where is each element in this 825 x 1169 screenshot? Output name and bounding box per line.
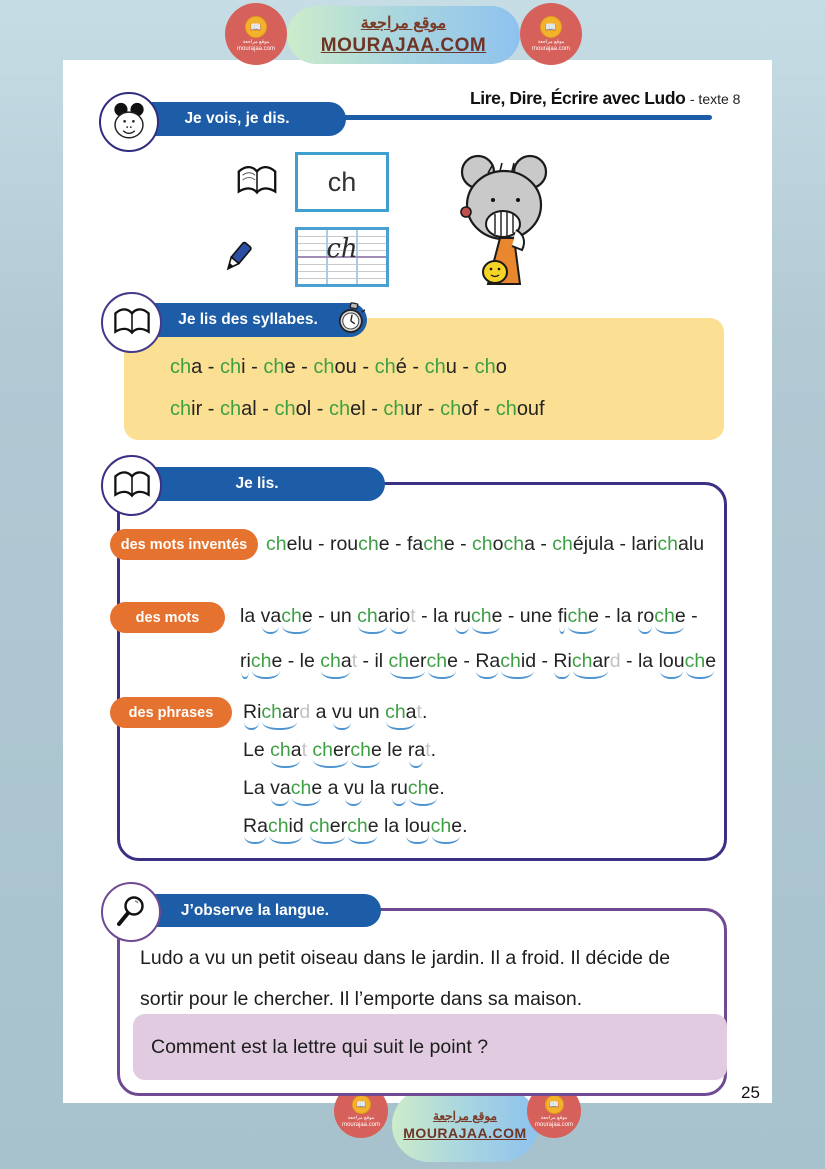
- banner-observe: [129, 894, 381, 927]
- sound-print-box: [295, 152, 389, 212]
- syllables-line: chir - chal - chol - chel - chur - chof - chouf: [170, 398, 545, 420]
- observe-paragraph: Ludo a vu un petit oiseau dans le jardin. Il a froid. Il décide de sortir pour le chercher. Il l’emporte dans sa maison.: [140, 947, 671, 1010]
- sentence-line: Le chat cherche le rat.: [243, 739, 437, 761]
- logo-book-icon: 📖: [545, 1095, 564, 1114]
- tag-mots-inventes-label: des mots inventés: [120, 536, 248, 553]
- sound-cursive-text: ch: [326, 234, 358, 264]
- stopwatch-icon: [337, 302, 365, 336]
- open-book-icon: [234, 162, 280, 202]
- mourajaa-logo-icon: [225, 3, 287, 65]
- open-book-icon: [101, 292, 162, 353]
- header-site-link[interactable]: MOURAJAA.COM: [320, 35, 487, 56]
- mourajaa-logo-icon: [520, 3, 582, 65]
- footer-arabic-text: موقع مراجعة: [432, 1109, 498, 1123]
- badge-site-label: mourajaa.com: [531, 46, 570, 52]
- banner-observe-label: J’observe la langue.: [180, 901, 330, 919]
- badge-site-label: mourajaa.com: [341, 1121, 380, 1128]
- banner-syllabes: [129, 303, 367, 337]
- banner-je-vois-label: Je vois, je dis.: [184, 110, 290, 127]
- tag-mots-inventes: [110, 529, 258, 560]
- banner-je-vois: [128, 102, 346, 136]
- header-arabic-text: موقع مراجعة: [360, 15, 447, 32]
- lesson-title: [470, 88, 740, 109]
- badge-arabic-label: موقع مراجعة: [347, 1114, 375, 1121]
- mouse-face-icon: [99, 92, 159, 152]
- open-book-icon: [101, 455, 162, 516]
- words-line: la vache - un chariot - la ruche - une fiche - la roche -: [240, 605, 698, 627]
- banner-je-lis-label: Je lis.: [235, 475, 279, 492]
- invented-words-line: chelu - rouche - fache - chocha - chéjula - larichalu: [266, 533, 705, 555]
- sentence-line: La vache a vu la ruche.: [243, 777, 445, 799]
- tag-des-phrases: [110, 697, 232, 728]
- sentence-line: Rachid cherche la louche.: [243, 815, 468, 837]
- tag-des-mots: [110, 602, 225, 633]
- logo-book-icon: 📖: [540, 16, 562, 38]
- badge-arabic-label: موقع مراجعة: [242, 39, 270, 45]
- handwriting-lines-box: [295, 227, 389, 287]
- lesson-title-suffix: - texte 8: [689, 91, 741, 107]
- banner-je-lis: [129, 467, 385, 501]
- footer-site-link[interactable]: MOURAJAA.COM: [403, 1125, 527, 1141]
- badge-site-label: mourajaa.com: [534, 1121, 573, 1128]
- words-line: riche - le chat - il cherche - Rachid - Richard - la louche: [240, 650, 717, 672]
- badge-site-label: mourajaa.com: [236, 46, 275, 52]
- section-rule-line: [335, 115, 712, 120]
- page-number: 25: [741, 1083, 760, 1102]
- lesson-title-main: Lire, Dire, Écrire avec Ludo: [470, 88, 686, 108]
- badge-arabic-label: موقع مراجعة: [537, 39, 565, 45]
- pencil-icon: [216, 236, 258, 280]
- ludo-mouse-illustration: [448, 150, 558, 290]
- logo-book-icon: 📖: [245, 16, 267, 38]
- header-brand-pill: [287, 6, 520, 64]
- tag-des-mots-label: des mots: [135, 609, 200, 626]
- syllables-line: cha - chi - che - chou - ché - chu - cho: [170, 356, 507, 378]
- sentence-line: Richard a vu un chat.: [243, 701, 428, 723]
- sound-print-text: ch: [327, 166, 357, 197]
- banner-syllabes-label: Je lis des syllabes.: [178, 311, 318, 328]
- magnifying-glass-icon: [101, 882, 161, 942]
- tag-des-phrases-label: des phrases: [128, 704, 214, 721]
- mouse-face-drawing: [107, 100, 151, 144]
- observe-question-box: [133, 1014, 727, 1080]
- logo-book-icon: 📖: [352, 1095, 371, 1114]
- badge-arabic-label: موقع مراجعة: [540, 1114, 568, 1121]
- footer-brand-pill: [392, 1088, 538, 1162]
- observe-question-text: Comment est la lettre qui suit le point ?: [151, 1035, 489, 1058]
